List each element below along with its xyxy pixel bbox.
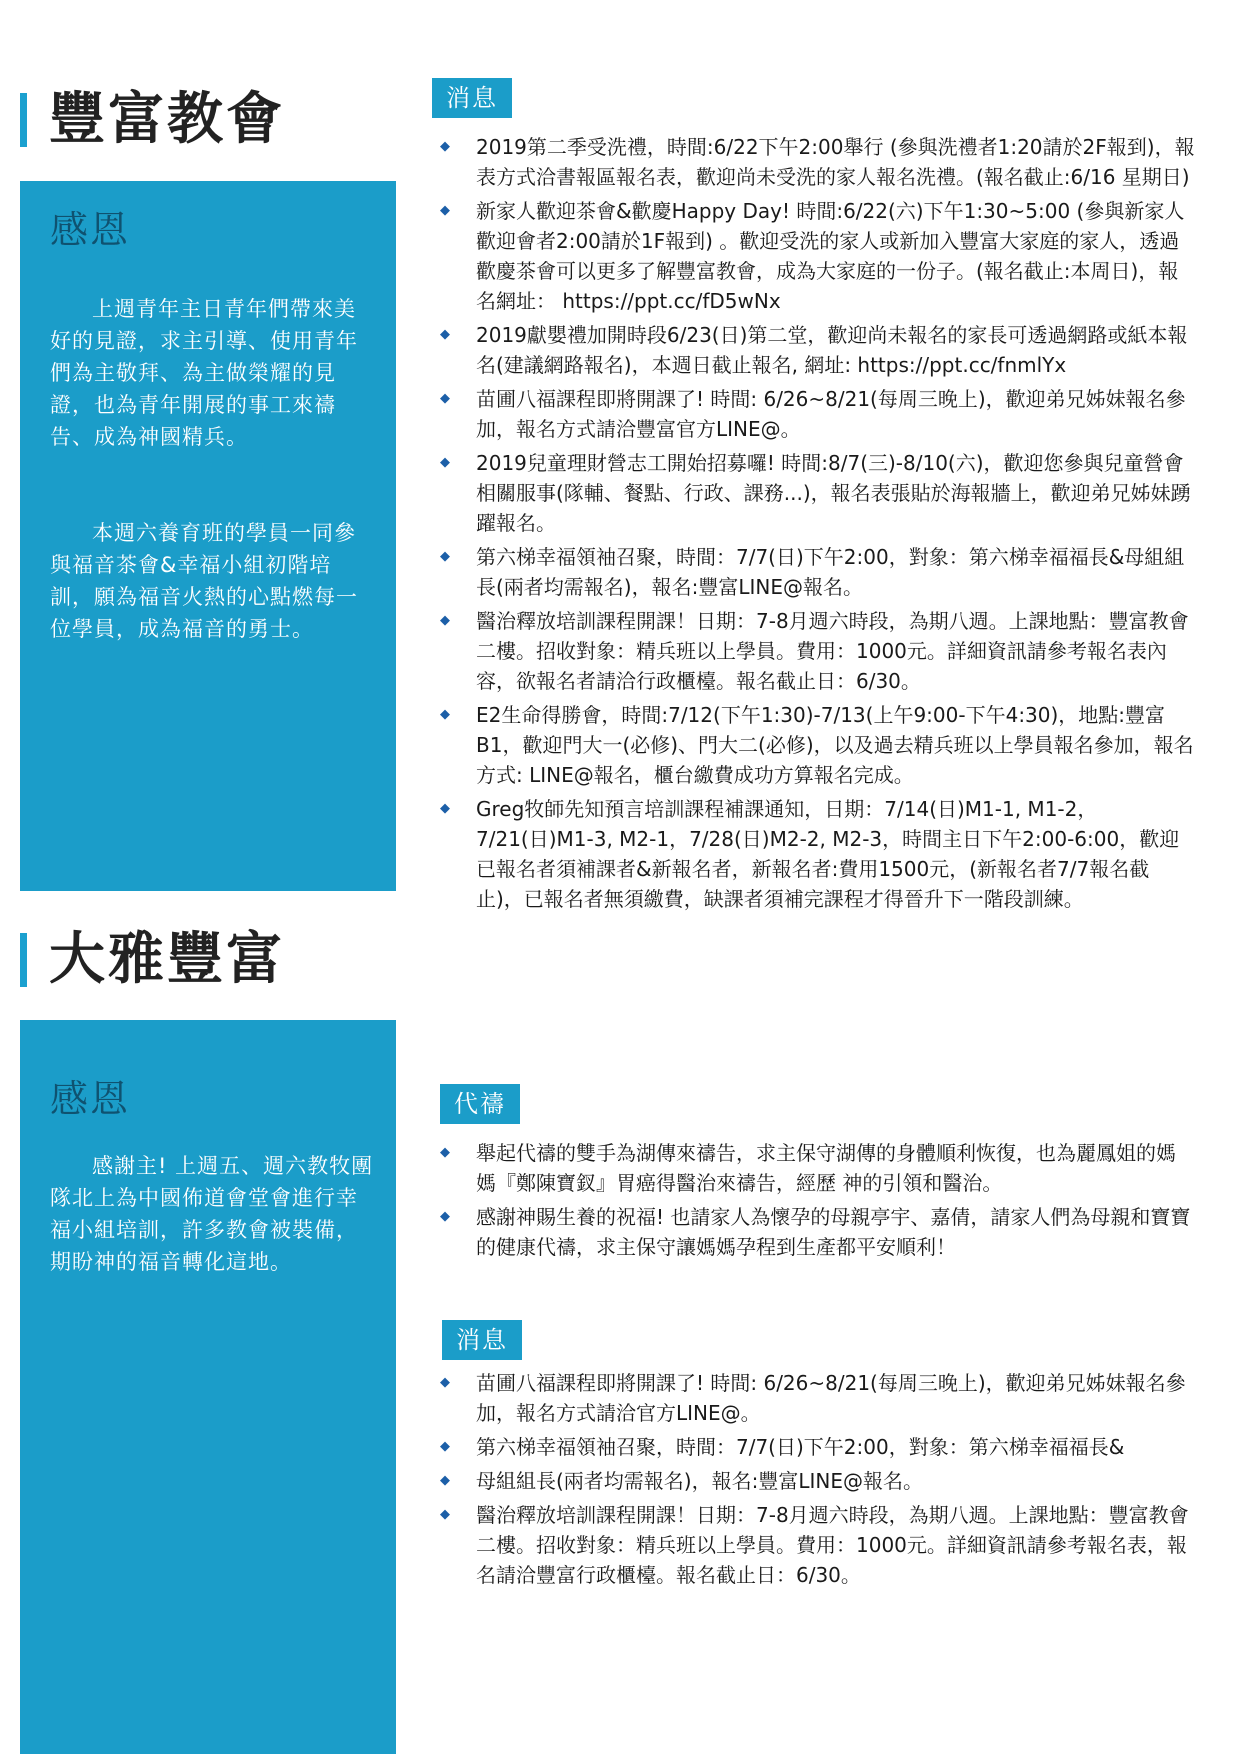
list-item: ◆ 2019獻嬰禮加開時段6/23(日)第二堂，歡迎尚未報名的家長可透過網路或紙本報名(建議網路報名)，本週日截止報名, 網址: https://ppt.cc/fnmlYx [436, 320, 1196, 380]
heading-accent-bar [20, 93, 27, 147]
church2-prayer-list [436, 1138, 1192, 1266]
church1-thanks-panel [20, 181, 396, 891]
church1-thanks-paragraph-2: 本週六養育班的學員一同參與福音茶會&幸福小組初階培訓，願為福音火熱的心點燃每一位學員，成為福音的勇士。 [50, 521, 358, 641]
church2-prayer-label: 代禱 [440, 1084, 520, 1124]
list-item: ◆ 母組組長(兩者均需報名)，報名:豐富LINE@報名。 [436, 1466, 1192, 1496]
church2-thanks-panel [20, 1020, 396, 1754]
church2-heading [20, 927, 285, 992]
church2-thanks-paragraph-1: 感謝主! 上週五、週六教牧團隊北上為中國佈道會堂會進行幸福小組培訓，許多教會被裝備，期盼神的福音轉化這地。 [50, 1154, 374, 1274]
list-item: ◆ 苗圃八福課程即將開課了! 時間: 6/26~8/21(每周三晚上)，歡迎弟兄姊妹報名參加，報名方式請洽官方LINE@。 [436, 1368, 1192, 1428]
list-item: ◆ 第六梯幸福領袖召聚，時間：7/7(日)下午2:00，對象：第六梯幸福福長& [436, 1432, 1192, 1462]
church1-news-list [436, 132, 1196, 918]
list-item: ◆ 新家人歡迎茶會&歡慶Happy Day! 時間:6/22(六)下午1:30~5:00 (參與新家人歡迎會者2:00請於1F報到) 。歡迎受洗的家人或新加入豐富大家庭的家人，透過歡慶茶會可以更多了解豐富教會，成為大家庭的一份子。(報名截止:本周日)，報名網址： https://ppt.cc/fD5wNx [436, 196, 1196, 316]
church2-news-label: 消息 [442, 1320, 522, 1360]
church2-panel-heading: 感恩 [50, 1077, 131, 1121]
list-item: ◆ 感謝神賜生養的祝福! 也請家人為懷孕的母親亭宇、嘉倩，請家人們為母親和寶寶的健康代禱，求主保守讓媽媽孕程到生產都平安順利！ [436, 1202, 1192, 1262]
list-item: ◆ 2019兒童理財營志工開始招募囉! 時間:8/7(三)-8/10(六)，歡迎您參與兒童營會相關服事(隊輔、餐點、行政、課務...)，報名表張貼於海報牆上，歡迎弟兄姊妹踴躍報名。 [436, 448, 1196, 538]
list-item: ◆ Greg牧師先知預言培訓課程補課通知，日期：7/14(日)M1-1, M1-2，7/21(日)M1-3, M2-1，7/28(日)M2-2, M2-3，時間主日下午2:00-6:00，歡迎已報名者須補課者&新報名者，新報名者:費用1500元，(新報名者7/7報名截止)，已報名者無須繳費，缺課者須補完課程才得晉升下一階段訓練。 [436, 794, 1196, 914]
heading-accent-bar [20, 933, 27, 987]
church2-news-list [436, 1368, 1192, 1594]
list-item: ◆ 醫治釋放培訓課程開課！日期：7-8月週六時段，為期八週。上課地點：豐富教會二樓。招收對象：精兵班以上學員。費用：1000元。詳細資訊請參考報名表，報名請洽豐富行政櫃檯。報名截止日：6/30。 [436, 1500, 1192, 1590]
church1-title: 豐富教會 [49, 87, 285, 152]
list-item: ◆ 苗圃八福課程即將開課了! 時間: 6/26~8/21(每周三晚上)，歡迎弟兄姊妹報名參加，報名方式請洽豐富官方LINE@。 [436, 384, 1196, 444]
church2-title: 大雅豐富 [49, 927, 285, 992]
church1-panel-heading: 感恩 [50, 208, 131, 252]
list-item: ◆ 舉起代禱的雙手為湖傳來禱告，求主保守湖傳的身體順利恢復，也為麗鳳姐的媽媽『鄭陳寶釵』胃癌得醫治來禱告，經歷 神的引領和醫治。 [436, 1138, 1192, 1198]
list-item: ◆ 第六梯幸福領袖召聚，時間：7/7(日)下午2:00，對象：第六梯幸福福長&母組組長(兩者均需報名)，報名:豐富LINE@報名。 [436, 542, 1196, 602]
church1-heading [20, 87, 285, 152]
list-item: ◆ 醫治釋放培訓課程開課！日期：7-8月週六時段，為期八週。上課地點：豐富教會二樓。招收對象：精兵班以上學員。費用：1000元。詳細資訊請參考報名表內容，欲報名者請洽行政櫃檯。報名截止日：6/30。 [436, 606, 1196, 696]
list-item: ◆ 2019第二季受洗禮，時間:6/22下午2:00舉行 (參與洗禮者1:20請於2F報到)，報表方式洽書報區報名表，歡迎尚未受洗的家人報名洗禮。(報名截止:6/16 星期日) [436, 132, 1196, 192]
church1-news-label: 消息 [432, 78, 512, 118]
church1-thanks-paragraph-1: 上週青年主日青年們帶來美好的見證，求主引導、使用青年們為主敬拜、為主做榮耀的見證，也為青年開展的事工來禱告、成為神國精兵。 [50, 297, 358, 449]
list-item: ◆ E2生命得勝會，時間:7/12(下午1:30)-7/13(上午9:00-下午4:30)，地點:豐富B1，歡迎門大一(必修)、門大二(必修)，以及過去精兵班以上學員報名參加，報名方式: LINE@報名，櫃台繳費成功方算報名完成。 [436, 700, 1196, 790]
